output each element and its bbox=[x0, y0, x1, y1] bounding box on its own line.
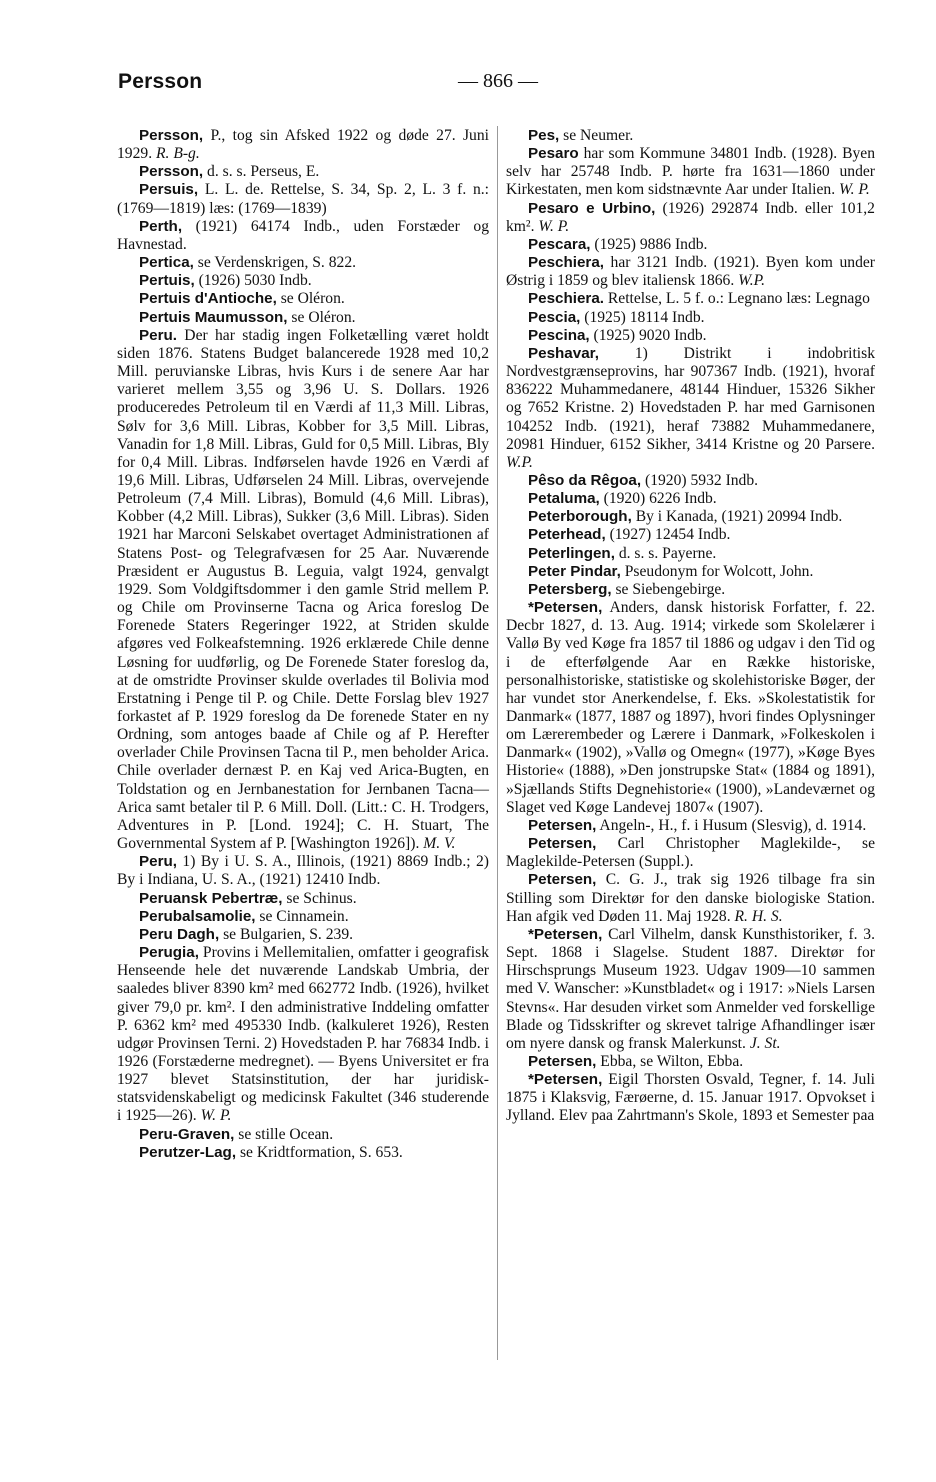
entry-signature: R. H. S. bbox=[734, 907, 783, 925]
entry-text: se Kridtformation, S. 653. bbox=[236, 1143, 403, 1161]
entry-headword: Petaluma, bbox=[528, 490, 600, 508]
entry-headword: Peterlingen, bbox=[528, 544, 615, 562]
entry-text: Carl Christopher Maglekilde-, se Maglekilde-Petersen (Suppl.). bbox=[506, 835, 875, 871]
entry-text: (1926) 292874 Indb. eller 101,2 km². bbox=[506, 199, 875, 235]
entry-headword: Petersen, bbox=[528, 1052, 597, 1070]
dictionary-entry bbox=[506, 1053, 875, 1071]
entry-headword: Petersen, bbox=[528, 871, 597, 889]
entry-text: se stille Ocean. bbox=[234, 1125, 334, 1143]
dictionary-entry bbox=[117, 327, 489, 854]
entry-signature: J. St. bbox=[749, 1034, 781, 1052]
entry-text: d. s. s. Payerne. bbox=[614, 544, 717, 562]
entry-headword: Pertuis Maumusson, bbox=[139, 308, 288, 326]
entry-text: har som Kommune 34801 Indb. (1928). Byen selv har 25748 Indb. P. hørte fra 1631—1860 under Kirkestaten, men kom sidstnævnte Aar under Italien. bbox=[506, 145, 875, 199]
entry-text: se Bulgarien, S. 239. bbox=[219, 925, 354, 943]
entry-headword: Pêso da Rêgoa, bbox=[528, 471, 642, 489]
dictionary-entry bbox=[506, 254, 875, 290]
dictionary-entry bbox=[506, 871, 875, 925]
dictionary-entry bbox=[117, 218, 489, 254]
page-number: — 866 — bbox=[458, 70, 538, 92]
dictionary-entry bbox=[506, 236, 875, 254]
entry-headword: Peterborough, bbox=[528, 508, 632, 526]
dictionary-entry bbox=[117, 290, 489, 308]
entry-text: se Oléron. bbox=[276, 290, 345, 308]
entry-text: se Neumer. bbox=[559, 127, 634, 144]
dictionary-entry bbox=[506, 508, 875, 526]
dictionary-entry bbox=[117, 944, 489, 1126]
entry-signature: W.P. bbox=[738, 272, 766, 290]
entry-text: 1) Distrikt i indobritisk Nordvestgrænseprovins, har 907367 Indb. (1921), hvoraf 836222 Muhammedanere, 48144 Hinduer, 15326 Sikher og 7652 Kristne. 2) Hovedstaden P. har med Garnisonen 104252 Indb. (1921), heraf 73882 Muhammedanere, 20981 Hinduer, 6152 Sikher, 3414 Kristne og 20 Parsere. bbox=[506, 344, 875, 453]
dictionary-entry bbox=[506, 345, 875, 472]
dictionary-entry bbox=[506, 327, 875, 345]
running-header bbox=[118, 70, 878, 100]
entry-text: (1926) 5030 Indb. bbox=[194, 272, 312, 290]
dictionary-entry bbox=[117, 254, 489, 272]
entry-headword: *Petersen, bbox=[528, 925, 603, 943]
entry-signature: M. V. bbox=[423, 835, 456, 853]
entry-headword: Pertuis, bbox=[139, 272, 195, 290]
entry-text: se Oléron. bbox=[287, 308, 356, 326]
entry-headword: Perth, bbox=[139, 217, 183, 235]
entry-headword: Perubalsamolie, bbox=[139, 907, 256, 925]
dictionary-entry bbox=[506, 581, 875, 599]
running-head-word: Persson bbox=[118, 70, 203, 93]
dictionary-entry bbox=[506, 290, 875, 308]
entry-headword: Persson, bbox=[139, 163, 204, 181]
dictionary-entry bbox=[506, 926, 875, 1053]
dictionary-entry bbox=[506, 526, 875, 544]
entry-headword: Peschiera. bbox=[528, 290, 604, 308]
entry-headword: Perugia, bbox=[139, 944, 199, 962]
dictionary-entry bbox=[506, 817, 875, 835]
entry-text: 1) By i U. S. A., Illinois, (1921) 8869 Indb.; 2) By i Indiana, U. S. A., (1921) 12410 Indb. bbox=[117, 853, 489, 889]
entry-text: Carl Vilhelm, dansk Kunsthistoriker, f. 3. Sept. 1868 i Slagelse. Student 1887. Direktør for Hirschsprungs Museum 1923. Udgav 1909—10 sammen med V. Wanscher: »Kunstbladet« og i 1917: »Niels Larsen Stevns«. Har desuden virket som Anmelder ved forskellige Blade og Tidsskrifter og skrevet talrige Afhandlinger især om nyere dansk og fransk Malerkunst. bbox=[506, 925, 875, 1052]
entry-text: Ebba, se Wilton, Ebba. bbox=[596, 1052, 744, 1070]
dictionary-entry bbox=[117, 926, 489, 944]
dictionary-entry bbox=[117, 1126, 489, 1144]
entry-text: se Schinus. bbox=[282, 889, 357, 907]
dictionary-entry bbox=[117, 890, 489, 908]
entry-headword: Peschiera, bbox=[528, 254, 604, 272]
left-column bbox=[117, 127, 489, 1162]
entry-signature: W. P. bbox=[200, 1107, 232, 1125]
entry-headword: Pesaro e Urbino, bbox=[528, 199, 656, 217]
dictionary-entry bbox=[117, 1144, 489, 1162]
dictionary-entry bbox=[506, 1071, 875, 1125]
entry-text: L. L. de. Rettelse, S. 34, Sp. 2, L. 3 f. n.: (1769—1819) læs: (1769—1839) bbox=[117, 181, 489, 217]
dictionary-entry bbox=[117, 181, 489, 217]
entry-headword: Peru Dagh, bbox=[139, 925, 220, 943]
dictionary-entry bbox=[117, 853, 489, 889]
entry-text: By i Kanada, (1921) 20994 Indb. bbox=[631, 508, 843, 526]
entry-text: (1925) 18114 Indb. bbox=[580, 308, 705, 326]
entry-headword: Peru, bbox=[139, 853, 177, 871]
entry-headword: Peterhead, bbox=[528, 526, 606, 544]
entry-headword: Pescia, bbox=[528, 308, 581, 326]
entry-headword: Petersen, bbox=[528, 816, 597, 834]
dictionary-entry bbox=[117, 127, 489, 163]
dictionary-entry bbox=[117, 272, 489, 290]
entry-text: Angeln-, H., f. i Husum (Slesvig), d. 1914. bbox=[596, 816, 867, 834]
entry-text: Der har stadig ingen Folketælling været holdt siden 1876. Statens Budget balancerede 1928 med 10,2 Mill. peruvianske Libras, hvis Kurs i de senere Aar har varieret mellem 3,55 og 3,96 U. S. Dollars. 1926 produceredes Petroleum til en Værdi af 11,3 Mill. Libras, Sølv for 3,6 Mill. Libras, Kobber for 3,5 Mill. Libras, Vanadin for 1,8 Mill. Libras, Guld for 0,5 Mill. Libras, Bly for 0,4 Mill. Libras. Indførselen havde 1926 en Værdi af 19,6 Mill. Libras, Udførselen 24 Mill. Libras, overvejende Petroleum (7,4 Mill. Libras), Bomuld (4,6 Mill. Libras), Kobber (4,2 Mill. Libras), Sukker (3,6 Mill. Libras). Siden 1921 har Marconi Selskabet overtaget Administrationen af Statens Post- og Telegrafvæsen for 25 Aar. Nuværende Præsident er Augustus B. Leguia, valgt 1924, genvalgt 1929. Som Voldgiftsdommer i den gamle Strid mellem P. og Chile om Provinserne Tacna og Arica foreslog De Forenede Staters Regeringer 1922, at Striden skulde afgøres ved Folkeafstemning. 1926 erklærede Chile denne Løsning for uudførlig, og De Forenede Stater foreslog da, at de omstridte Provinser skulde overlades til Bolivia mod Erstatning i Penge til P. og Chile. Dette Forslag blev 1927 forkastet af P. 1929 foreslog da De forenede Stater en ny Ordning, som antoges baade af Chile og af P. Herefter overlader Chile Provinsen Tacna til P., men beholder Arica. Chile overlader dernæst P. en Kaj ved Arica-Bugten, en Toldstation og en Jernbanestation for Jernbanen Tacna—Arica samt betaler til P. 6 Mill. Doll. (Litt.: C. H. Trodgers, Adventures in P. [Lond. 1924]; C. H. Stuart, The Governmental System af P. [Washington 1926]). bbox=[117, 326, 489, 853]
dictionary-entry bbox=[506, 200, 875, 236]
entry-text: Pseudonym for Wolcott, John. bbox=[620, 562, 814, 580]
entry-text: (1920) 5932 Indb. bbox=[641, 471, 759, 489]
entry-text: (1925) 9020 Indb. bbox=[589, 326, 707, 344]
entry-signature: W. P. bbox=[538, 217, 570, 235]
entry-text: Anders, dansk historisk Forfatter, f. 22. Decbr 1827, d. 13. Aug. 1914; virkede som Skolelærer i Vallø By ved Køge fra 1857 til 1886 og udgav i den Tid og i de efterfølgende Aar en Række historiske, personalhistoriske, statistiske og skolehistoriske Bøger, der har vundet stor Anerkendelse, f. Eks. »Skolestatistik for Danmark« (1877, 1887 og 1897), hvori findes Oplysninger om Lærerembeder og Lærere i Danmark, »Folkeskolen i Danmark« (1902), »Vallø og Omegn« (1977), »Køge Byes Historie« (1888), »Den jonstrupske Stat« (1884 og 1891), »Sjællands Stifts Degnehistorie« (1900), »Landeværnet og Slaget ved Køge Landevej 1807« (1907). bbox=[506, 599, 875, 816]
entry-text: se Verdenskrigen, S. 822. bbox=[193, 254, 357, 272]
entry-headword: Pescara, bbox=[528, 235, 591, 253]
entry-text: Provins i Mellemitalien, omfatter i geografisk Henseende hele det nuværende Landskab Umbria, der saaledes bliver 8390 km² med 662772 Indb. (1926), hvilket giver 79,0 pr. km². I den administrative Inddeling omfatter P. 6362 km² med 495330 Indb. (kalkuleret 1926), Resten udgør Provinsen Terni. 2) Hovedstaden P. har 76834 Indb. i 1926 (Forstæderne medregnet). — Byens Universitet er fra 1927 blevet Statsinstitution, der har juridisk-statsvidenskabeligt og medicinsk Fakultet (346 studerende i 1925—26). bbox=[117, 944, 489, 1125]
entry-text: (1927) 12454 Indb. bbox=[605, 526, 731, 544]
entry-signature: R. B-g. bbox=[156, 145, 200, 163]
entry-headword: Pertuis d'Antioche, bbox=[139, 290, 277, 308]
dictionary-entry bbox=[117, 908, 489, 926]
entry-headword: Persson, bbox=[139, 127, 204, 144]
entry-text: C. G. J., trak sig 1926 tilbage fra sin Stilling som Direktør for den danske biologiske Station. Han afgik ved Døden 11. Maj 1928. bbox=[506, 871, 875, 925]
dictionary-entry bbox=[117, 309, 489, 327]
entry-text: har 3121 Indb. (1921). Byen kom under Østrig i 1859 og blev italiensk 1866. bbox=[506, 254, 875, 290]
entry-signature: W. P. bbox=[839, 181, 870, 199]
entry-text: se Siebengebirge. bbox=[611, 580, 726, 598]
dictionary-entry bbox=[506, 309, 875, 327]
entry-headword: Peshavar, bbox=[528, 344, 599, 362]
entry-text: Eigil Thorsten Osvald, Tegner, f. 14. Juli 1875 i Klaksvig, Færøerne, d. 15. Januar 1917. Opvokset i Jylland. Elev paa Zahrtmann's Skole, 1893 et Semester paa bbox=[506, 1071, 875, 1125]
entry-headword: Peter Pindar, bbox=[528, 562, 621, 580]
entry-headword: Peruansk Pebertræ, bbox=[139, 889, 283, 907]
entry-text: (1925) 9886 Indb. bbox=[590, 235, 708, 253]
dictionary-entry bbox=[506, 563, 875, 581]
entry-headword: Pes, bbox=[528, 127, 560, 144]
right-column bbox=[506, 127, 875, 1126]
dictionary-entry bbox=[506, 472, 875, 490]
dictionary-entry bbox=[506, 145, 875, 199]
entry-headword: Petersberg, bbox=[528, 580, 612, 598]
entry-text: (1921) 64174 Indb., uden Forstæder og Havnestad. bbox=[117, 217, 489, 253]
column-divider bbox=[497, 126, 498, 1360]
entry-headword: Pertica, bbox=[139, 254, 194, 272]
dictionary-entry bbox=[506, 599, 875, 817]
entry-headword: Persuis, bbox=[139, 181, 199, 199]
entry-text: P., tog sin Afsked 1922 og døde 27. Juni 1929. bbox=[117, 127, 489, 163]
entry-headword: *Petersen, bbox=[528, 1071, 603, 1089]
entry-text: (1920) 6226 Indb. bbox=[599, 490, 717, 508]
entry-text: d. s. s. Perseus, E. bbox=[203, 163, 320, 181]
entry-headword: *Petersen, bbox=[528, 599, 603, 617]
dictionary-entry bbox=[506, 127, 875, 145]
entry-headword: Pescina, bbox=[528, 326, 590, 344]
dictionary-entry bbox=[506, 835, 875, 871]
entry-headword: Petersen, bbox=[528, 835, 597, 853]
entry-signature: W.P. bbox=[506, 453, 533, 471]
entry-headword: Peru-Graven, bbox=[139, 1125, 235, 1143]
dictionary-entry bbox=[506, 490, 875, 508]
entry-text: Rettelse, L. 5 f. o.: Legnano læs: Legnago bbox=[604, 290, 870, 308]
entry-headword: Pesaro bbox=[528, 145, 579, 163]
entry-headword: Perutzer-Lag, bbox=[139, 1143, 237, 1161]
dictionary-entry bbox=[117, 163, 489, 181]
dictionary-entry bbox=[506, 545, 875, 563]
entry-text: se Cinnamein. bbox=[255, 907, 349, 925]
entry-headword: Peru. bbox=[139, 326, 177, 344]
